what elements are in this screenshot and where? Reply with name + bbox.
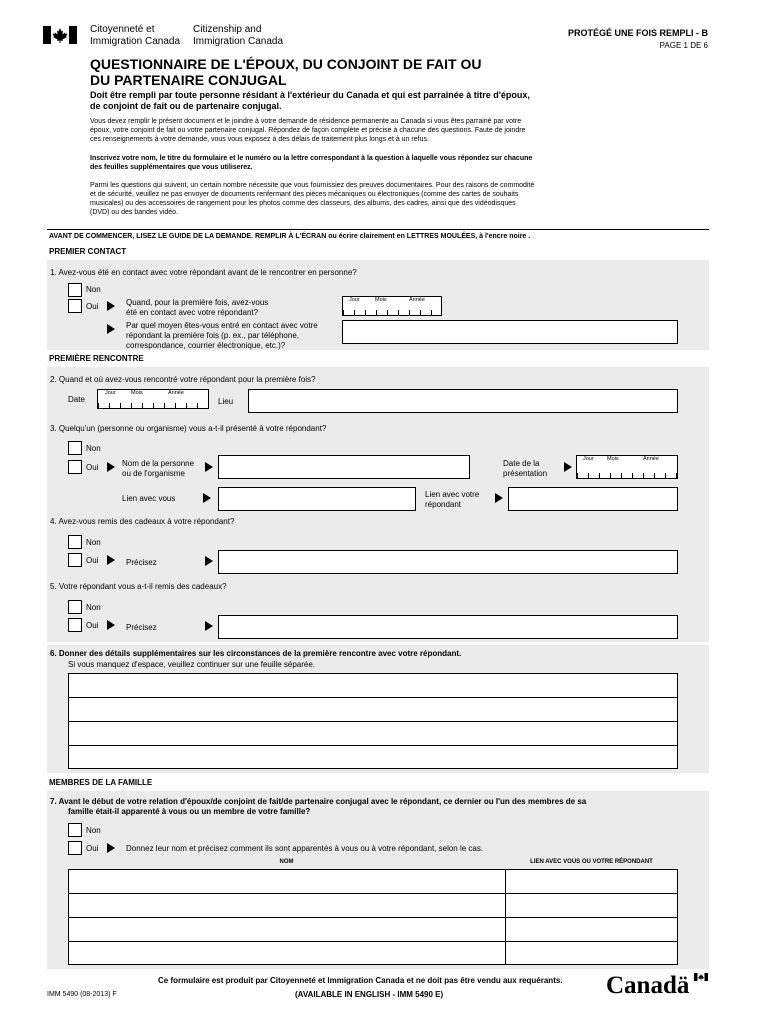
q1-how-line1: Par quel moyen êtes-vous entré en contact avec votre bbox=[126, 321, 318, 330]
section-premier-contact: PREMIER CONTACT bbox=[49, 247, 127, 256]
q7-family-table[interactable] bbox=[68, 869, 678, 965]
section-premiere-rencontre: PREMIÈRE RENCONTRE bbox=[49, 354, 144, 363]
mois-label: Mois bbox=[131, 390, 143, 396]
arrow-icon bbox=[564, 462, 572, 472]
arrow-icon bbox=[495, 493, 503, 503]
form-id: IMM 5490 (08-2013) F bbox=[47, 991, 117, 998]
title-line1: QUESTIONNAIRE DE L'ÉPOUX, DU CONJOINT DE FAIT OU bbox=[90, 56, 482, 72]
annee-label: Année bbox=[168, 390, 184, 396]
form-title bbox=[90, 56, 481, 88]
q1-how-input[interactable] bbox=[342, 320, 678, 344]
question-5-text: 5. Votre répondant vous a-t-il remis des cadeaux? bbox=[50, 582, 227, 591]
date-ticks bbox=[343, 310, 441, 315]
question-4-text: 4. Avez-vous remis des cadeaux à votre répondant? bbox=[50, 517, 235, 526]
q7-non-label: Non bbox=[86, 826, 101, 835]
q6-row-line bbox=[69, 745, 677, 746]
arrow-icon bbox=[203, 493, 211, 503]
q3-date-line2: présentation bbox=[503, 469, 548, 478]
date-ticks bbox=[98, 403, 208, 408]
q7-col-lien-header: LIEN AVEC VOUS OU VOTRE RÉPONDANT bbox=[530, 859, 653, 865]
footer-notice: Ce formulaire est produit par Citoyenneté et Immigration Canada et ne doit pas être vendu aux requérants. bbox=[158, 976, 563, 985]
question-6-text: 6. Donner des détails supplémentaires sur les circonstances de la première rencontre avec votre répondant. bbox=[50, 649, 462, 658]
intro-paragraph-3 bbox=[90, 181, 690, 217]
title-line2: DU PARTENAIRE CONJUGAL bbox=[90, 72, 287, 88]
q4-non-checkbox[interactable] bbox=[68, 535, 82, 549]
q5-non-checkbox[interactable] bbox=[68, 600, 82, 614]
q3-date-label bbox=[503, 459, 547, 479]
q3-lien-rep-line2: répondant bbox=[425, 500, 462, 509]
intro-p1-line: Vous devez remplir le présent document et le joindre à votre demande de résidence permanente au Canada si vous êtes parrainé par votre bbox=[90, 118, 522, 125]
q3-name-line2: ou de l'organisme bbox=[122, 469, 185, 478]
q1-when-line2: été en contact avec votre répondant? bbox=[126, 308, 259, 317]
arrow-icon bbox=[205, 462, 213, 472]
q1-how-label bbox=[126, 321, 318, 351]
protected-label: PROTÉGÉ UNE FOIS REMPLI - B bbox=[567, 28, 708, 38]
q6-row-line bbox=[69, 721, 677, 722]
q2-date-input[interactable] bbox=[97, 389, 209, 409]
intro-p3-line: (DVD) ou des bandes vidéo. bbox=[90, 209, 178, 216]
arrow-icon bbox=[205, 556, 213, 566]
q1-non-checkbox[interactable] bbox=[68, 283, 82, 297]
q1-oui-label: Oui bbox=[86, 302, 99, 311]
q1-when-line1: Quand, pour la première fois, avez-vous bbox=[126, 298, 269, 307]
q4-precisez-input[interactable] bbox=[218, 550, 678, 574]
q1-date-input[interactable] bbox=[342, 296, 442, 316]
canada-wordmark bbox=[606, 971, 710, 1001]
q1-how-line3: correspondance, courrier électronique, etc.)? bbox=[126, 341, 286, 350]
q1-when-label bbox=[126, 298, 268, 318]
q5-non-label: Non bbox=[86, 603, 101, 612]
jour-label: Jour bbox=[583, 456, 594, 462]
q5-oui-label: Oui bbox=[86, 621, 99, 630]
q3-non-checkbox[interactable] bbox=[68, 441, 82, 455]
arrow-icon bbox=[107, 462, 115, 472]
arrow-icon bbox=[107, 555, 115, 565]
arrow-icon bbox=[107, 324, 115, 334]
q3-oui-checkbox[interactable] bbox=[68, 460, 82, 474]
dept-en-line2: Immigration Canada bbox=[193, 36, 284, 47]
intro-p2-line: des feuilles supplémentaires que vous utiliserez. bbox=[90, 164, 253, 171]
dept-fr-line1: Citoyenneté et bbox=[90, 24, 155, 35]
dept-fr-line2: Immigration Canada bbox=[90, 36, 181, 47]
q7-col-nom-header: NOM bbox=[279, 859, 294, 865]
q3-lien-vous-input[interactable] bbox=[218, 487, 416, 511]
q2-lieu-label: Lieu bbox=[218, 397, 234, 406]
question-2-text: 2. Quand et où avez-vous rencontré votre répondant pour la première fois? bbox=[50, 375, 316, 384]
q1-oui-checkbox[interactable] bbox=[68, 299, 82, 313]
q4-non-label: Non bbox=[86, 538, 101, 547]
q3-oui-label: Oui bbox=[86, 463, 99, 472]
intro-p1-line: époux, votre conjoint de fait ou votre partenaire conjugal. Répondez de façon complète et précise à chacune des questions. Faute de joindre bbox=[90, 127, 526, 134]
annee-label: Année bbox=[643, 456, 659, 462]
jour-label: Jour bbox=[349, 297, 360, 303]
question-1-text: 1. Avez-vous été en contact avec votre répondant avant de le rencontrer en personne? bbox=[50, 268, 357, 277]
subtitle-line1: Doit être rempli par toute personne résidant à l'extérieur du Canada et qui est parrainée à titre d'époux, bbox=[90, 90, 530, 100]
arrow-icon bbox=[107, 843, 115, 853]
page-number: PAGE 1 DE 6 bbox=[659, 41, 708, 50]
q7-column-divider bbox=[505, 870, 506, 964]
q3-lien-rep-line1: Lien avec votre bbox=[425, 490, 480, 499]
intro-p3-line: Parmi les questions qui suivent, un certain nombre nécessite que vous fournissiez des preuves documentaires. Pour des raisons de commodité bbox=[90, 182, 535, 189]
q5-precisez-label: Précisez bbox=[126, 623, 157, 632]
section-membres-famille: MEMBRES DE LA FAMILLE bbox=[49, 778, 153, 787]
q3-non-label: Non bbox=[86, 444, 101, 453]
intro-p1-line: ces renseignements à votre demande, vous vous exposez à des délais de traitement plus longs et à un refus. bbox=[90, 136, 429, 143]
q7-row-line bbox=[69, 893, 677, 894]
q1-non-label: Non bbox=[86, 285, 101, 294]
date-ticks bbox=[577, 473, 677, 478]
canada-wordmark-text: Canadä bbox=[606, 972, 690, 999]
intro-paragraph-1 bbox=[90, 117, 690, 144]
annee-label: Année bbox=[409, 297, 425, 303]
question-3-text: 3. Quelqu'un (personne ou organisme) vous a-t-il présenté à votre répondant? bbox=[50, 424, 327, 433]
q4-precisez-label: Précisez bbox=[126, 558, 157, 567]
instructions-divider bbox=[47, 229, 709, 230]
q7-text-line2: famille était-il apparenté à vous ou un membre de votre famille? bbox=[68, 807, 311, 816]
q5-oui-checkbox[interactable] bbox=[68, 618, 82, 632]
q2-lieu-input[interactable] bbox=[248, 389, 678, 413]
intro-p2-line: Inscrivez votre nom, le titre du formulaire et le numéro ou la lettre correspondant à la question à laquelle vous répondez sur chacune bbox=[90, 155, 533, 162]
q2-date-label: Date bbox=[68, 395, 85, 404]
q1-how-line2: répondant la première fois (p. ex., par téléphone, bbox=[126, 331, 299, 340]
q7-oui-detail: Donnez leur nom et précisez comment ils sont apparentés à vous ou à votre répondant, selon le cas. bbox=[126, 844, 484, 853]
mois-label: Mois bbox=[375, 297, 387, 303]
intro-paragraph-2 bbox=[90, 154, 690, 172]
mois-label: Mois bbox=[607, 456, 619, 462]
q3-date-input[interactable] bbox=[576, 455, 678, 479]
q3-date-line1: Date de la bbox=[503, 459, 540, 468]
arrow-icon bbox=[107, 620, 115, 630]
dept-en-line1: Citizenship and bbox=[193, 24, 262, 35]
intro-p3-line: et de sécurité, veuillez ne pas envoyer de documents renfermant des pièces mécaniques ou électroniques (comme des cartes de souhaits bbox=[90, 191, 519, 198]
q3-lien-vous-label: Lien avec vous bbox=[122, 494, 176, 503]
q4-oui-checkbox[interactable] bbox=[68, 553, 82, 567]
q3-name-line1: Nom de la personne bbox=[122, 459, 195, 468]
footer-english-notice: (AVAILABLE IN ENGLISH - IMM 5490 E) bbox=[295, 990, 444, 999]
arrow-icon bbox=[107, 301, 115, 311]
q7-oui-label: Oui bbox=[86, 844, 99, 853]
q3-lien-rep-input[interactable] bbox=[508, 487, 678, 511]
q6-details-input[interactable] bbox=[68, 673, 678, 769]
dept-name-fr bbox=[90, 24, 180, 48]
form-subtitle bbox=[90, 90, 530, 112]
q7-text-line1: 7. Avant le début de votre relation d'époux/de conjoint de fait/de partenaire conjugal avec le répondant, ce dernier ou l'un des membres de sa bbox=[50, 797, 587, 806]
instructions-text: AVANT DE COMMENCER, LISEZ LE GUIDE DE LA DEMANDE. REMPLIR À L'ÉCRAN ou écrire clairement en LETTRES MOULÉES, à l'encre noire . bbox=[49, 233, 531, 240]
q7-row-line bbox=[69, 941, 677, 942]
q3-lien-rep-label bbox=[425, 490, 479, 510]
canada-flag-icon bbox=[43, 26, 77, 44]
q3-name-input[interactable] bbox=[218, 455, 470, 479]
intro-p3-line: musicales) ou des accessoires de rangement pour les photos comme des classeurs, des albums, des cadres, ainsi que des vidéodisques bbox=[90, 200, 516, 207]
subtitle-line2: de conjoint de fait ou de partenaire conjugal. bbox=[90, 101, 282, 111]
jour-label: Jour bbox=[105, 390, 116, 396]
q3-name-label bbox=[122, 459, 194, 479]
q4-oui-label: Oui bbox=[86, 556, 99, 565]
q5-precisez-input[interactable] bbox=[218, 615, 678, 639]
canada-wordmark-flag-icon bbox=[694, 973, 708, 981]
dept-name-en bbox=[193, 24, 283, 48]
q6-row-line bbox=[69, 697, 677, 698]
question-7-text bbox=[50, 797, 586, 817]
arrow-icon bbox=[205, 621, 213, 631]
question-6-subtext: Si vous manquez d'espace, veuillez continuer sur une feuille séparée. bbox=[68, 660, 316, 669]
q7-row-line bbox=[69, 917, 677, 918]
q7-oui-checkbox[interactable] bbox=[68, 841, 82, 855]
q7-non-checkbox[interactable] bbox=[68, 823, 82, 837]
